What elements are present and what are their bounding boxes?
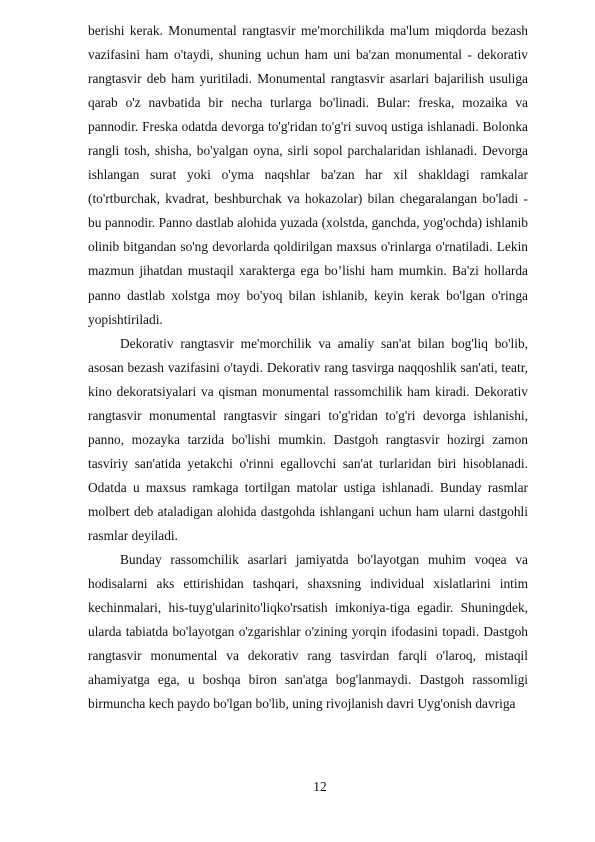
paragraph-3: Bunday rassomchilik asarlari jamiyatda bo'layotgan muhim voqea va hodisalarni aks ettirishidan tashqari, shaxsning individual xislatlarini intim kechinmalari, his-tuyg'ularinito'liqko'rsatish imkoniya-tiga egadir. Shuningdek, ularda tabiatda bo'layotgan o'zgarishlar o'zining yorqin ifodasini topadi. Dastgoh rangtasvir monumental va dekorativ rang tasvirdan farqli o'laroq, mistaqil ahamiyatga ega, u boshqa biron san'atga bog'lanmaydi. Dastgoh rassomligi birmuncha kech paydo bo'lgan bo'lib, uning rivojlanish davri Uyg'onish davriga	[88, 552, 528, 712]
paragraph-2: Dekorativ rangtasvir me'morchilik va amaliy san'at bilan bog'liq bo'lib, asosan bezash vazifasini o'taydi. Dekorativ rang tasvirga naqqoshlik san'ati, teatr, kino dekoratsiyalari va qisman monumental rassomchilik ham kiradi. Dekorativ rangtasvir monumental rangtasvir singari to'g'ridan to'g'ri devorga ishlanishi, panno, mozayka tarzida bo'lishi mumkin. Dastgoh rangtasvir hozirgi zamon tasviriy san'atida yetakchi o'rinni egallovchi san'at turlaridan biri hisoblanadi. Odatda u maxsus ramkaga tortilgan matolar ustiga ishlanadi. Bunday rasmlar molbert deb ataladigan alohida dastgohda ishlangani uchun ham ularni dastgohli rasmlar deyiladi.	[88, 335, 528, 543]
body-text	[88, 19, 528, 716]
page-number: 12	[313, 779, 327, 794]
paragraph-1: berishi kerak. Monumental rangtasvir me'morchilikda ma'lum miqdorda bezash vazifasini ham o'taydi, shuning uchun ham uni ba'zan monumental - dekorativ rangtasvir deb ham yuritiladi. Monumental rangtasvir asarlari bajarilish usuliga qarab o'z navbatida bir necha turlarga bo'linadi. Bular: freska, mozaika va pannodir. Freska odatda devorga to'g'ridan to'g'ri suvoq ustiga ishlanadi. Bolonka rangli tosh, shisha, bo'yalgan oyna, sirli sopol parchalaridan ishlanadi. Devorga ishlangan surat yoki o'yma naqshlar ba'zan har xil shakldagi ramkalar (to'rtburchak, kvadrat, beshburchak va hokazolar) bilan chegaralangan bo'ladi - bu pannodir. Panno dastlab alohida yuzada (xolstda, ganchda, yog'ochda) ishlanib olinib bitgandan so'ng devorlarda qoldirilgan maxsus o'rinlarga o'rnatiladi. Lekin mazmun jihatdan mustaqil xarakterga ega bo’lishi ham mumkin. Ba'zi hollarda panno dastlab xolstga moy bo'yoq bilan ishlanib, keyin kerak bo'lgan o'ringa yopishtiriladi.	[88, 23, 528, 327]
